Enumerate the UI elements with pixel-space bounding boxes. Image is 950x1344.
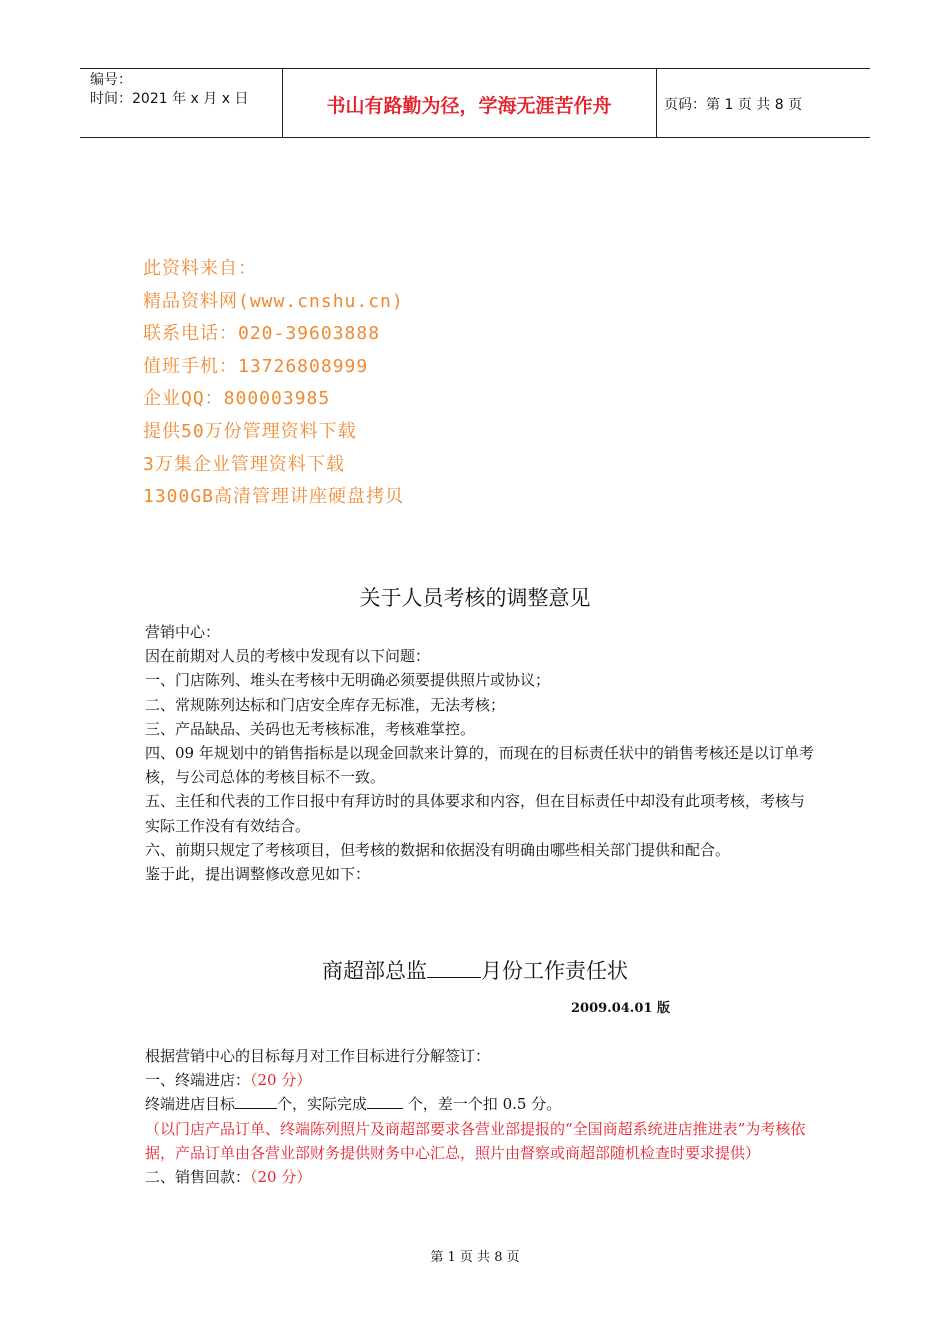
ad-line: 1300GB高清管理讲座硬盘拷贝 xyxy=(143,486,405,508)
penalty-text: 个，差一个扣 0.5 分。 xyxy=(403,1095,562,1114)
item1-label: 一、终端进店： xyxy=(145,1071,251,1090)
header-divider xyxy=(656,69,657,137)
intro-line: 根据营销中心的目标每月对工作目标进行分解签订： xyxy=(145,1047,491,1065)
ad-line: 3万集企业管理资料下载 xyxy=(143,453,345,475)
paragraph: 五、主任和代表的工作日报中有拜访时的具体要求和内容，但在目标责任中却没有此项考核，考核与实际工作没有有效结合。 xyxy=(145,792,806,835)
item2-score: （20 分） xyxy=(250,1168,312,1187)
number-label: 编号： xyxy=(90,72,132,88)
ad-line: 此资料来自： xyxy=(143,258,257,279)
section1-body xyxy=(145,620,815,886)
paragraph: 鉴于此，提出调整修改意见如下： xyxy=(145,865,371,884)
ad-line: 精品资料网(www.cnshu.cn) xyxy=(143,290,404,312)
section2-title xyxy=(0,955,950,985)
item1-target-line xyxy=(145,1092,815,1116)
item1-note: （以门店产品订单、终端陈列照片及商超部要求各营业部提报的“全国商超系统进店推进表”为考核依据，产品订单由各营业部财务提供财务中心汇总，照片由督察或商超部随机检查时要求提供） xyxy=(145,1119,806,1162)
ad-line: 企业QQ：800003985 xyxy=(143,388,331,410)
ad-line: 提供50万份管理资料下载 xyxy=(143,420,357,442)
ad-line: 联系电话：020-39603888 xyxy=(143,323,381,345)
version-label: 2009.04.01 版 xyxy=(571,1001,670,1016)
paragraph: 一、门店陈列、堆头在考核中无明确必须要提供照片或协议； xyxy=(145,671,551,690)
paragraph: 营销中心： xyxy=(145,623,221,641)
target-label: 终端进店目标 xyxy=(145,1095,236,1114)
actual-blank xyxy=(367,1092,403,1109)
item1-heading xyxy=(145,1068,815,1092)
section2-body xyxy=(145,1044,815,1189)
item2-heading xyxy=(145,1165,815,1189)
title-suffix: 月份工作责任状 xyxy=(481,959,628,983)
page-footer: 第 1 页 共 8 页 xyxy=(430,1250,520,1265)
section1-title: 关于人员考核的调整意见 xyxy=(359,586,591,610)
paragraph: 六、前期只规定了考核项目，但考核的数据和依据没有明确由哪些相关部门提供和配合。 xyxy=(145,840,731,859)
ad-line: 值班手机：13726808999 xyxy=(143,355,369,377)
paragraph: 四、09 年规划中的销售指标是以现金回款来计算的，而现在的目标责任状中的销售考核还是以订单考核，与公司总体的考核目标不一致。 xyxy=(145,744,814,787)
paragraph: 二、常规陈列达标和门店安全库存无标准，无法考核； xyxy=(145,695,506,714)
header-meta xyxy=(90,71,248,109)
paragraph: 三、产品缺品、关码也无考核标准，考核难掌控。 xyxy=(145,719,476,738)
target-blank xyxy=(235,1092,277,1109)
header-page-info: 页码：第 1 页 共 8 页 xyxy=(664,97,803,113)
item1-score: （20 分） xyxy=(250,1071,312,1090)
source-info-block xyxy=(143,253,404,514)
header-motto: 书山有路勤为径，学海无涯苦作舟 xyxy=(326,95,612,117)
document-header xyxy=(80,68,870,138)
month-blank xyxy=(427,959,481,978)
actual-label: 个，实际完成 xyxy=(277,1095,368,1114)
item2-label: 二、销售回款： xyxy=(145,1168,251,1187)
paragraph: 因在前期对人员的考核中发现有以下问题： xyxy=(145,647,431,666)
time-label: 时间：2021 年 x 月 x 日 xyxy=(90,91,249,107)
title-prefix: 商超部总监 xyxy=(322,959,427,983)
